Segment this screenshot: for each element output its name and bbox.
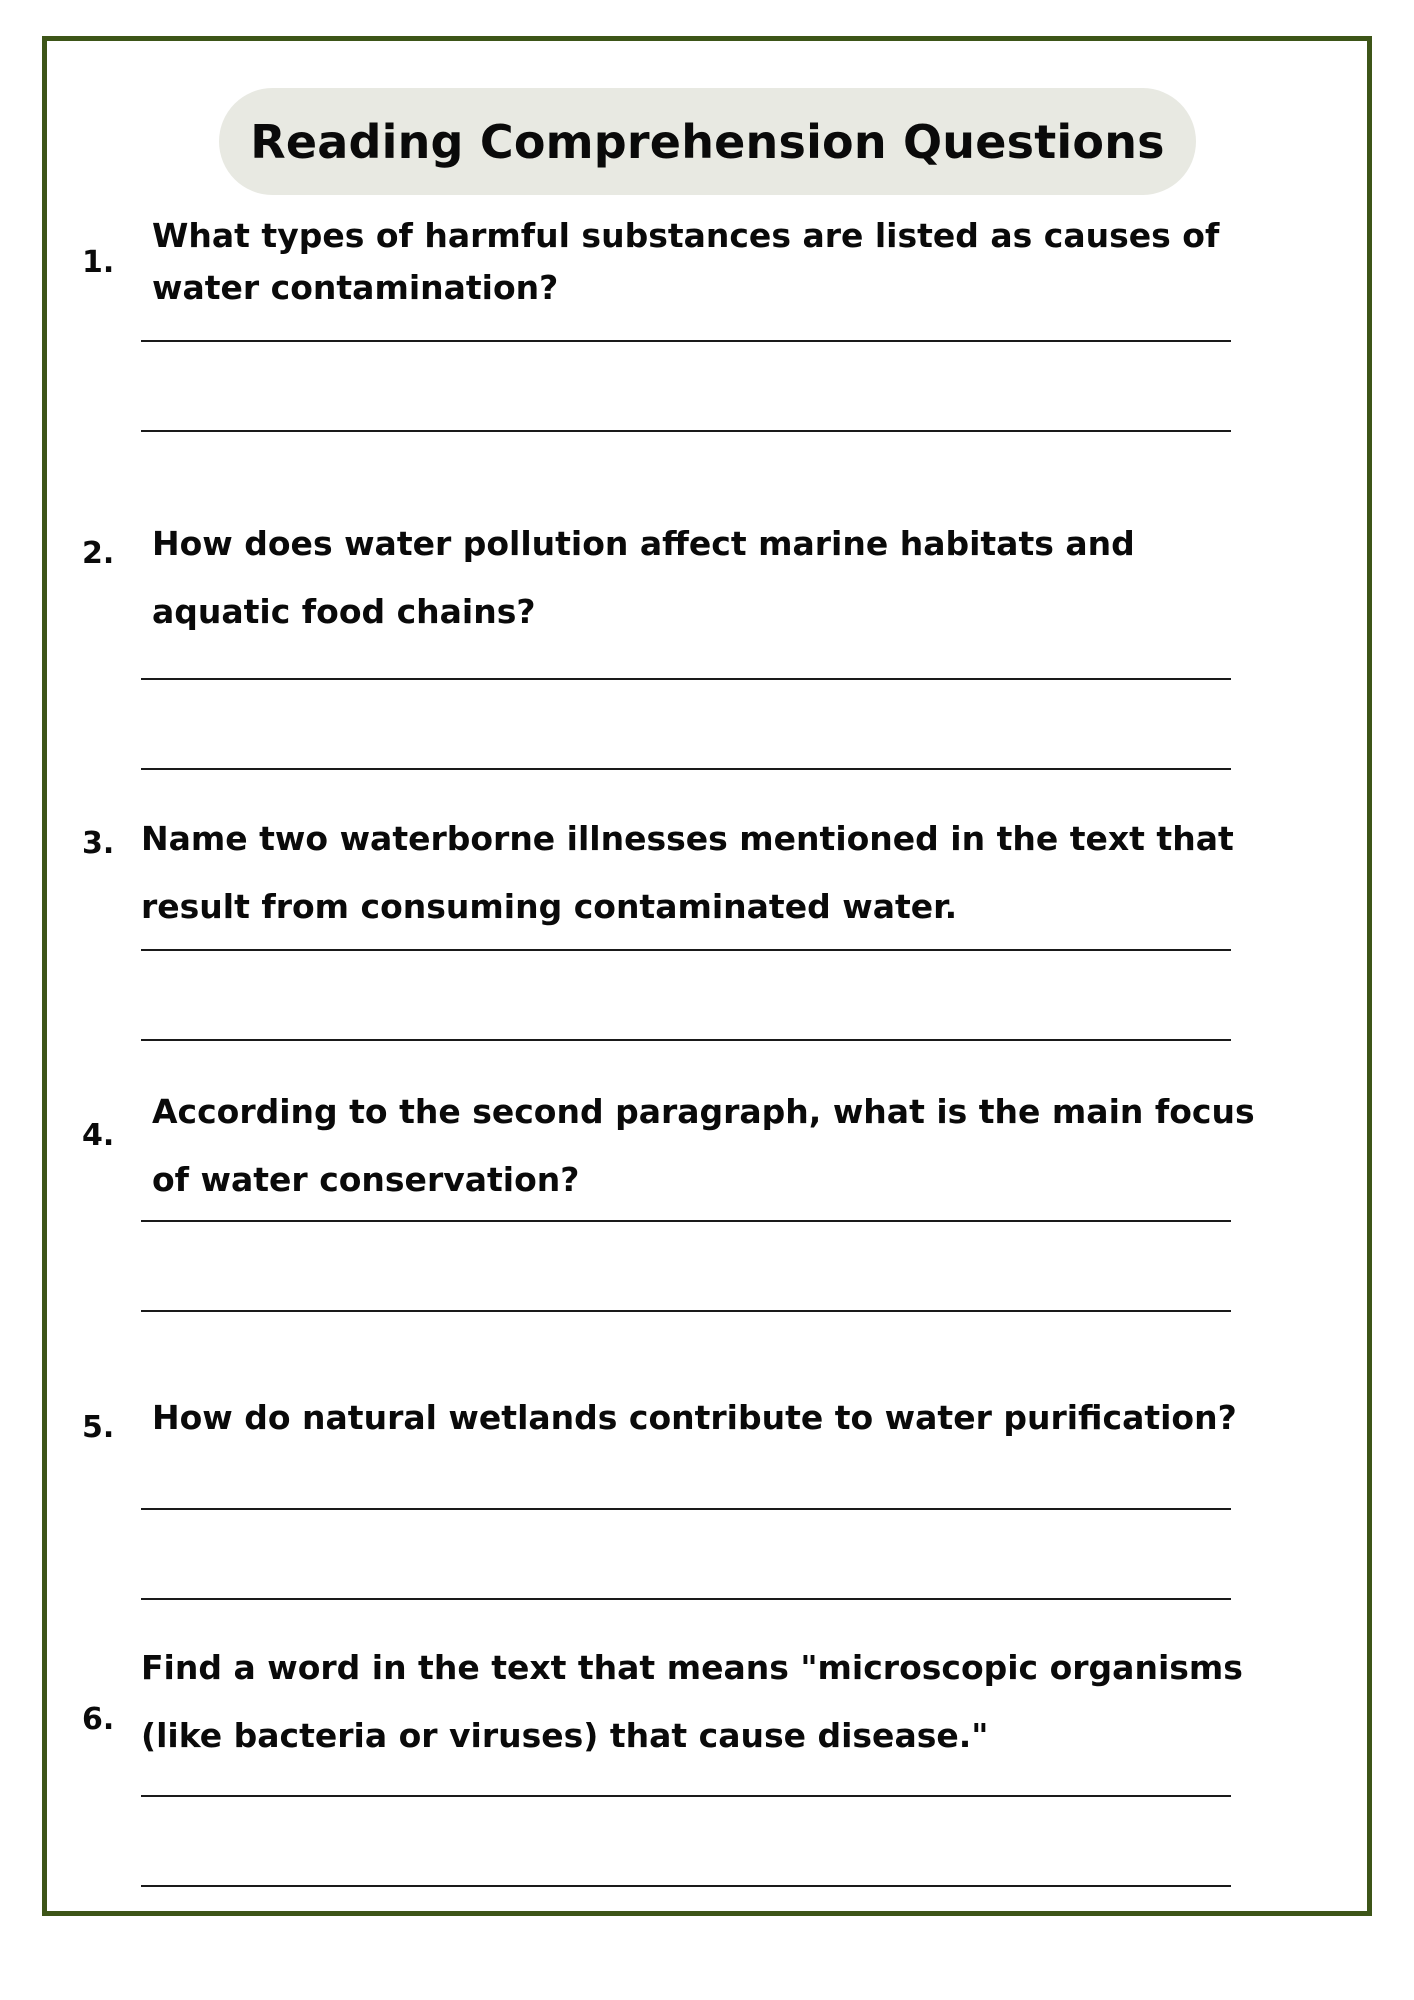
- question-2-text: [152, 510, 1135, 646]
- answer-line-4b[interactable]: [141, 1310, 1231, 1312]
- answer-line-5a[interactable]: [141, 1508, 1231, 1510]
- question-4-line-1: According to the second paragraph, what is the main focus: [152, 1092, 1255, 1131]
- question-1-text: [152, 210, 1219, 314]
- question-2-number: 2.: [82, 536, 115, 571]
- question-6-line-2: (like bacteria or viruses) that cause disease.": [141, 1716, 989, 1755]
- answer-line-6b[interactable]: [141, 1885, 1231, 1887]
- question-4-text: [152, 1078, 1255, 1214]
- answer-line-3b[interactable]: [141, 1039, 1231, 1041]
- answer-line-2b[interactable]: [141, 768, 1231, 770]
- question-4-number: 4.: [82, 1118, 115, 1153]
- question-5-text: [152, 1388, 1237, 1448]
- question-3-line-1: Name two waterborne illnesses mentioned in the text that: [141, 819, 1234, 858]
- question-2-line-2: aquatic food chains?: [152, 592, 536, 631]
- question-3-text: [141, 805, 1234, 941]
- answer-line-5b[interactable]: [141, 1598, 1231, 1600]
- question-6-text: [141, 1634, 1243, 1770]
- answer-line-4a[interactable]: [141, 1220, 1231, 1222]
- question-6-number: 6.: [82, 1702, 115, 1737]
- title-banner: [219, 88, 1196, 195]
- question-5-number: 5.: [82, 1410, 115, 1445]
- answer-line-1b[interactable]: [141, 430, 1231, 432]
- question-4-line-2: of water conservation?: [152, 1160, 580, 1199]
- question-2-line-1: How does water pollution affect marine habitats and: [152, 524, 1135, 563]
- question-6-line-1: Find a word in the text that means "microscopic organisms: [141, 1648, 1243, 1687]
- answer-line-1a[interactable]: [141, 340, 1231, 342]
- question-1-line-1: What types of harmful substances are listed as causes of: [152, 216, 1220, 255]
- answer-line-2a[interactable]: [141, 678, 1231, 680]
- answer-line-3a[interactable]: [141, 949, 1231, 951]
- question-5-line-1: How do natural wetlands contribute to water purification?: [152, 1398, 1237, 1437]
- question-1-line-2: water contamination?: [152, 268, 559, 307]
- answer-line-6a[interactable]: [141, 1795, 1231, 1797]
- question-3-line-2: result from consuming contaminated water.: [141, 887, 958, 926]
- question-3-number: 3.: [82, 826, 115, 861]
- page-title: Reading Comprehension Questions: [250, 114, 1165, 169]
- question-1-number: 1.: [82, 245, 115, 280]
